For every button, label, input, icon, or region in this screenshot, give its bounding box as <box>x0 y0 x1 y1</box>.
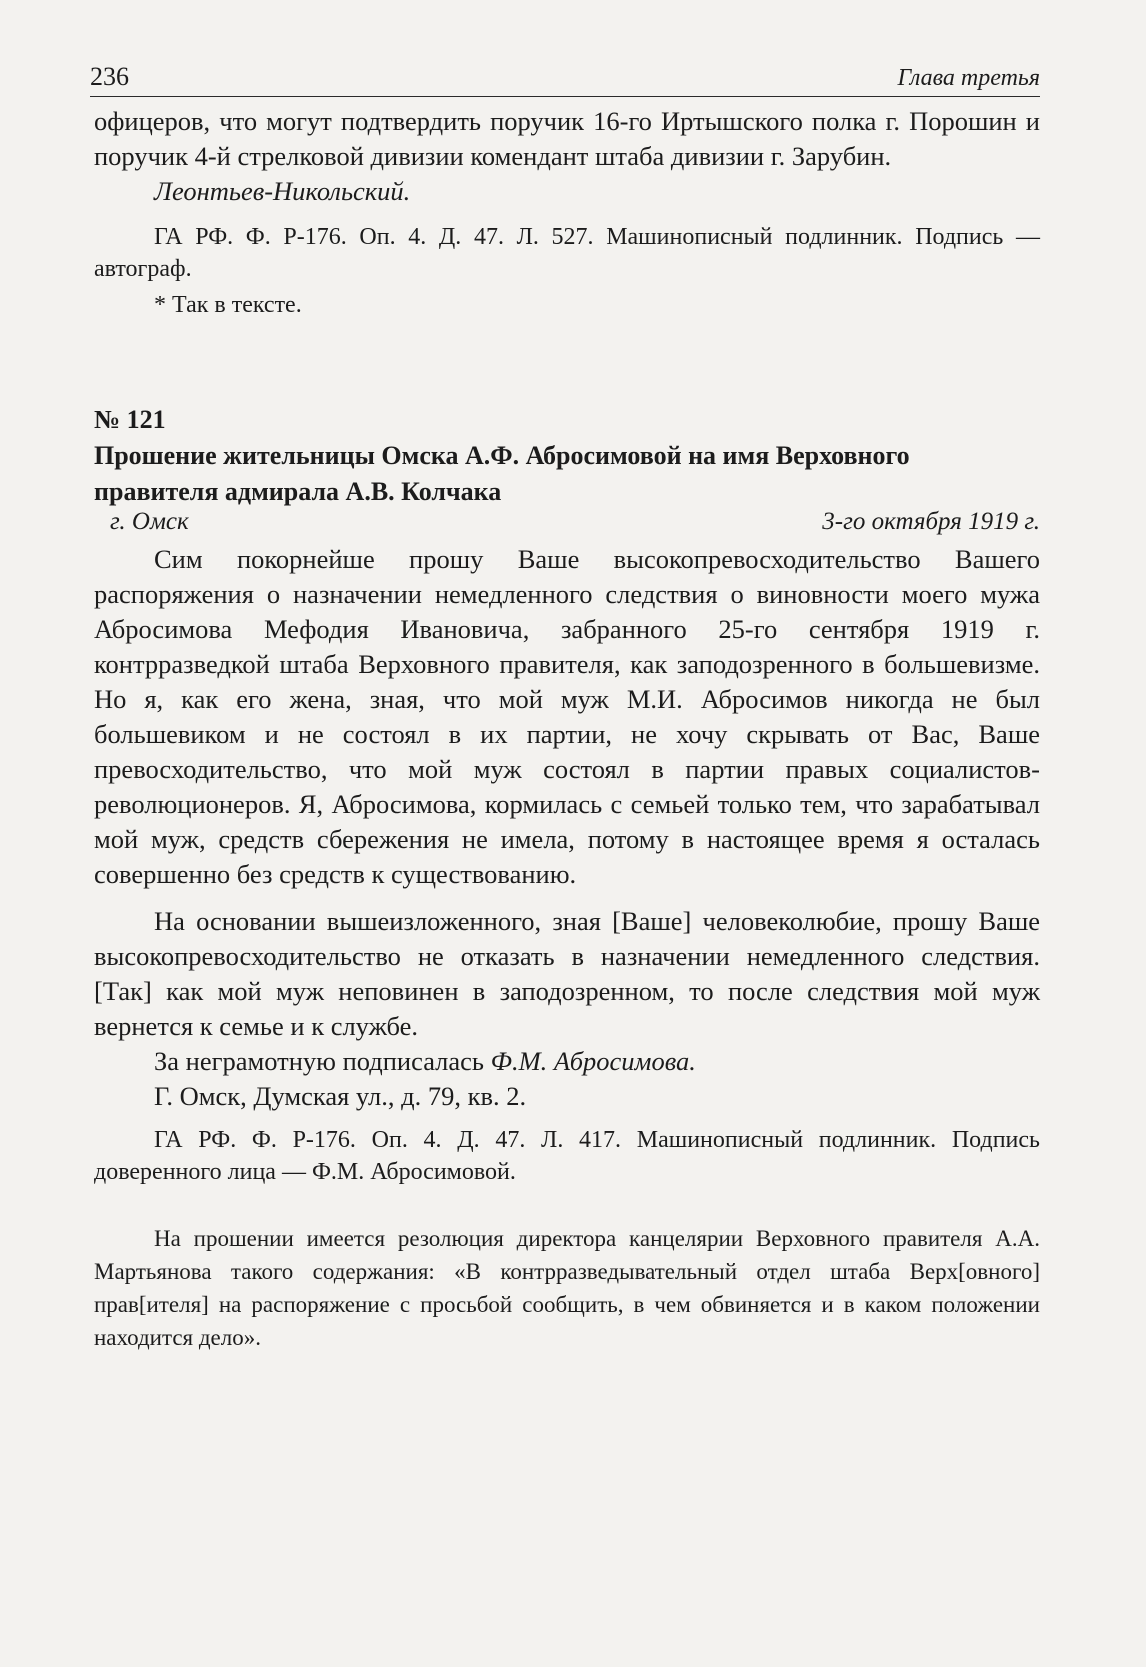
running-header <box>90 50 1040 97</box>
previous-document-source: ГА РФ. Ф. Р-176. Оп. 4. Д. 47. Л. 527. Машинописный подлинник. Подпись — автограф. <box>94 224 1040 282</box>
page-number: 236 <box>90 62 129 91</box>
chapter-title: Глава третья <box>897 65 1040 91</box>
resolution-note: На прошении имеется резолюция директора канцелярии Верховного правителя А.А. Мартьянова такого содержания: «В контрразведывательный отдел штаба Верх[овного] прав[ителя] на распоряжение с просьбой сообщить, в чем обвиняется и в каком положении находится дело». <box>94 1226 1040 1350</box>
document-place: г. Омск <box>110 508 189 535</box>
body-paragraph-1: Сим покорнейше прошу Ваше высокопревосходительство Вашего распоряжения о назначении немедленного следствия о виновности моего мужа Абросимова Мефодия Ивановича, забранного 25-го сентября 1919 г. контрразведкой штаба Верховного правителя, как заподозренного в большевизме. Но я, как его жена, зная, что мой муж М.И. Абросимов никогда не был большевиком и не состоял в их партии, не хочу скрывать от Вас, Ваше превосходительство, что мой муж состоял в партии правых социалистов-революционеров. Я, Абросимова, кормилась с семьей только тем, что зарабатывал мой муж, средств сбережения не имела, потому в настоящее время я осталась совершенно без средств к существованию. <box>94 544 1040 889</box>
document-date: 3-го октября 1919 г. <box>822 508 1040 535</box>
previous-document-text: офицеров, что могут подтвердить поручик 16-го Иртышского полка г. Порошин и поручик 4-й стрелковой дивизии комендант штаба дивизии г. Зарубин. <box>94 106 1040 171</box>
address-line: Г. Омск, Думская ул., д. 79, кв. 2. <box>154 1081 527 1111</box>
previous-document-signature: Леонтьев-Никольский. <box>154 176 411 206</box>
previous-document-ending <box>94 104 1040 321</box>
document-source: ГА РФ. Ф. Р-176. Оп. 4. Д. 47. Л. 417. Машинописный подлинник. Подпись доверенного лица — Ф.М. Абросимовой. <box>94 1127 1040 1185</box>
document-title: Прошение жительницы Омска А.Ф. Абросимовой на имя Верховного правителя адмирала А.В. Колчака <box>94 441 910 506</box>
signature-prefix: За неграмотную подписалась <box>154 1046 485 1076</box>
document-heading <box>94 402 1040 510</box>
body-paragraph-2: На основании вышеизложенного, зная [Ваше] человеколюбие, прошу Ваше высокопревосходительство не отказать в назначении немедленного следствия. [Так] как мой муж неповинен в заподозренном, то после следствия мой муж вернется к семье и к службе. <box>94 906 1040 1041</box>
signature-name: Ф.М. Абросимова. <box>490 1046 696 1076</box>
signature-line <box>94 1044 1040 1079</box>
document-number: № 121 <box>94 405 166 434</box>
place-date-line <box>94 508 1040 536</box>
footnote: * Так в тексте. <box>154 292 302 318</box>
document-body <box>94 542 1040 1188</box>
